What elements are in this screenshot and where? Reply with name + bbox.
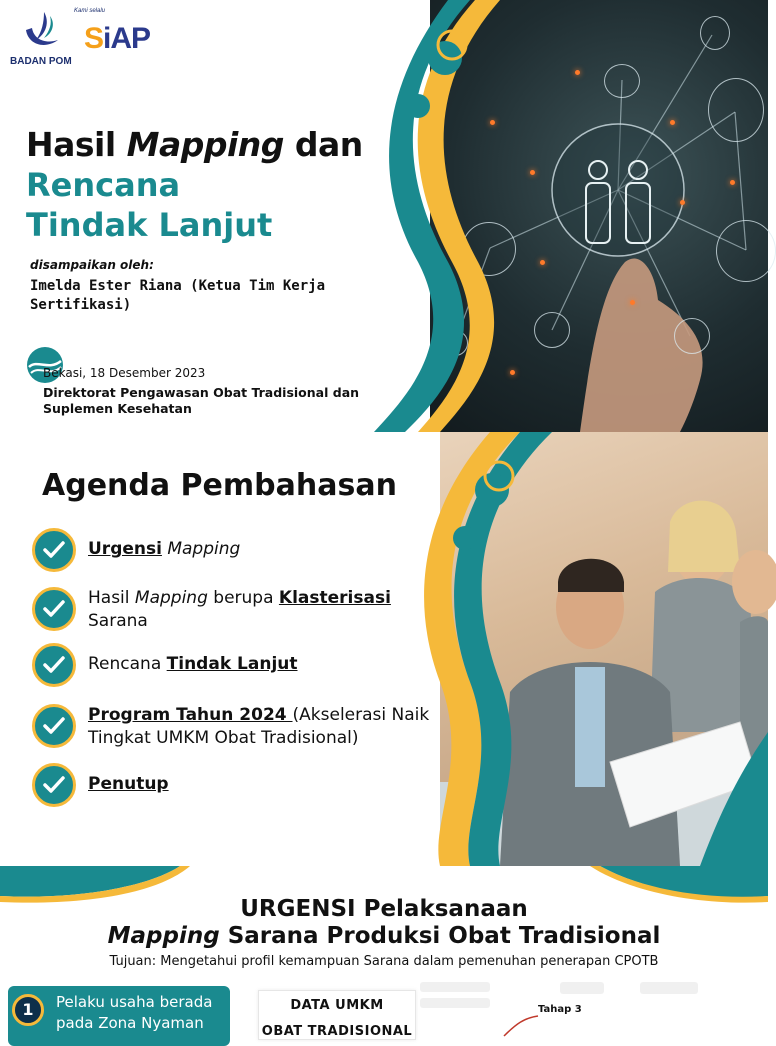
step-number-badge: 1 [12, 994, 44, 1026]
check-icon [32, 528, 76, 572]
urgency-slide [0, 866, 768, 1039]
check-icon [32, 587, 76, 631]
agenda-item: Hasil Mapping berupa Klasterisasi Sarana [32, 587, 432, 633]
agenda-slide [0, 432, 768, 866]
data-umkm-box [258, 990, 416, 1040]
slide-title-line3: Tindak Lanjut [26, 206, 273, 244]
presented-by-label: disampaikan oleh: [30, 258, 154, 272]
agenda-item: Penutup [32, 763, 432, 809]
badan-pom-logo [10, 10, 80, 67]
check-icon [32, 704, 76, 748]
badan-pom-mark-icon [22, 10, 62, 52]
agenda-item: Program Tahun 2024 (Akselerasi Naik Tingkat UMKM Obat Tradisional) [32, 704, 432, 750]
place-date: Bekasi, 18 Desember 2023 [43, 366, 206, 380]
check-icon [32, 643, 76, 687]
badan-pom-text: BADAN POM [10, 56, 72, 67]
check-icon [32, 763, 76, 807]
title-slide [0, 0, 768, 432]
agenda-item: Urgensi Mapping [32, 528, 432, 574]
urgency-title-line2: Mapping Sarana Produksi Obat Tradisional [107, 923, 661, 949]
data-box-line2: OBAT TRADISIONAL [261, 1024, 413, 1039]
data-box-line1: DATA UMKM [290, 998, 384, 1013]
slide-title-line1: Hasil Mapping dan [26, 125, 363, 164]
siap-wordmark: SiAP [84, 22, 151, 55]
directorate-name: Direktorat Pengawasan Obat Tradisional dan Suplemen Kesehatan [43, 385, 360, 416]
agenda-item: Rencana Tindak Lanjut [32, 643, 432, 689]
urgency-subtitle: Tujuan: Mengetahui profil kemampuan Sarana dalam pemenuhan penerapan CPOTB [109, 954, 659, 969]
siap-logo [74, 8, 174, 70]
urgency-title-line1: URGENSI Pelaksanaan [240, 896, 528, 922]
presenter-name: Imelda Ester Riana (Ketua Tim Kerja Sertifikasi) [30, 278, 326, 313]
stage-1-card [8, 986, 230, 1046]
step-text: Pelaku usaha berada pada Zona Nyaman [56, 993, 213, 1032]
stage-label: Tahap 3 [538, 1004, 582, 1015]
agenda-title: Agenda Pembahasan [42, 468, 397, 503]
slide-title-line2: Rencana [26, 166, 181, 204]
siap-tagline: Kami selalu [74, 8, 106, 14]
